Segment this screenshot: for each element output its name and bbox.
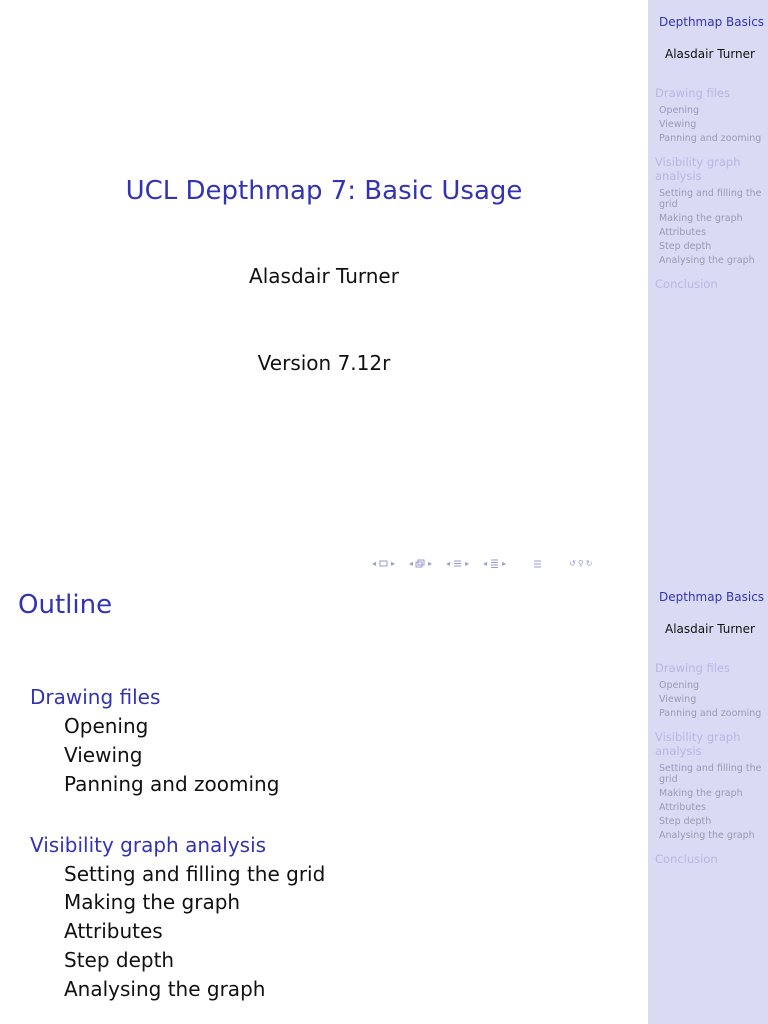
sidebar [648,575,768,1024]
presentation-version: Version 7.12r [257,351,391,375]
forward-icon[interactable]: ↻ [585,558,593,568]
nav-right-arrow-icon[interactable]: ▸ [465,558,470,568]
nav-left-arrow-icon[interactable]: ◂ [372,558,377,568]
sidebar-item-viewing[interactable]: Viewing [659,694,697,705]
sidebar-item-making-graph[interactable]: Making the graph [659,213,743,224]
outline-item-attributes[interactable]: Attributes [64,919,163,943]
beamer-navigation-bar [372,556,592,570]
sidebar-section-visibility[interactable]: Visibility graph analysis [655,730,741,758]
sidebar-item-panning[interactable]: Panning and zooming [659,708,762,719]
sidebar [648,0,768,575]
search-icon[interactable]: ⚲ [577,558,584,568]
subsection-icon[interactable] [415,558,426,569]
nav-right-arrow-icon[interactable]: ▸ [428,558,433,568]
sidebar-item-grid[interactable]: Setting and filling the grid [659,188,762,210]
frame-title: Outline [18,590,113,620]
sidebar-author[interactable]: Alasdair Turner [665,622,755,636]
sidebar-item-opening[interactable]: Opening [659,680,700,691]
sidebar-title[interactable]: Depthmap Basics [659,15,765,29]
outline-section-drawing-files[interactable]: Drawing files [30,685,161,709]
nav-right-arrow-icon[interactable]: ▸ [391,558,396,568]
nav-left-arrow-icon[interactable]: ◂ [446,558,451,568]
outline-item-analysing[interactable]: Analysing the graph [64,977,266,1001]
presentation-author: Alasdair Turner [249,264,399,288]
sidebar-item-analysing[interactable]: Analysing the graph [659,255,755,266]
presentation-title: UCL Depthmap 7: Basic Usage [125,176,523,206]
back-icon[interactable]: ↺ [569,558,576,568]
sidebar-item-analysing[interactable]: Analysing the graph [659,830,755,841]
outline-item-step-depth[interactable]: Step depth [64,948,175,972]
sidebar-title[interactable]: Depthmap Basics [659,590,765,604]
sidebar-item-attributes[interactable]: Attributes [659,802,706,813]
outline-section-visibility[interactable]: Visibility graph analysis [30,833,267,857]
sidebar-item-grid[interactable]: Setting and filling the grid [659,763,762,785]
outline-item-making-graph[interactable]: Making the graph [64,890,241,914]
sidebar-section-conclusion[interactable]: Conclusion [655,277,718,291]
sidebar-item-attributes[interactable]: Attributes [659,227,706,238]
sidebar-item-step-depth[interactable]: Step depth [659,241,712,252]
sidebar-author[interactable]: Alasdair Turner [665,47,755,61]
outline-item-panning[interactable]: Panning and zooming [64,772,280,796]
outline-slide [0,575,768,1024]
outline-item-viewing[interactable]: Viewing [64,743,143,767]
sidebar-section-conclusion[interactable]: Conclusion [655,852,718,866]
section-icon[interactable] [452,558,463,569]
document-icon[interactable] [489,558,500,569]
sidebar-item-making-graph[interactable]: Making the graph [659,788,743,799]
sidebar-section-drawing-files[interactable]: Drawing files [655,86,730,100]
sidebar-item-step-depth[interactable]: Step depth [659,816,712,827]
sidebar-item-opening[interactable]: Opening [659,105,700,116]
sidebar-item-viewing[interactable]: Viewing [659,119,697,130]
nav-left-arrow-icon[interactable]: ◂ [409,558,414,568]
nav-right-arrow-icon[interactable]: ▸ [502,558,507,568]
frame-icon[interactable] [378,558,389,569]
nav-left-arrow-icon[interactable]: ◂ [483,558,488,568]
outline-item-opening[interactable]: Opening [64,714,149,738]
outline-item-grid[interactable]: Setting and filling the grid [64,862,326,886]
sidebar-item-panning[interactable]: Panning and zooming [659,133,762,144]
sidebar-section-visibility[interactable]: Visibility graph analysis [655,155,741,183]
appendix-icon[interactable] [532,558,543,569]
sidebar-section-drawing-files[interactable]: Drawing files [655,661,730,675]
